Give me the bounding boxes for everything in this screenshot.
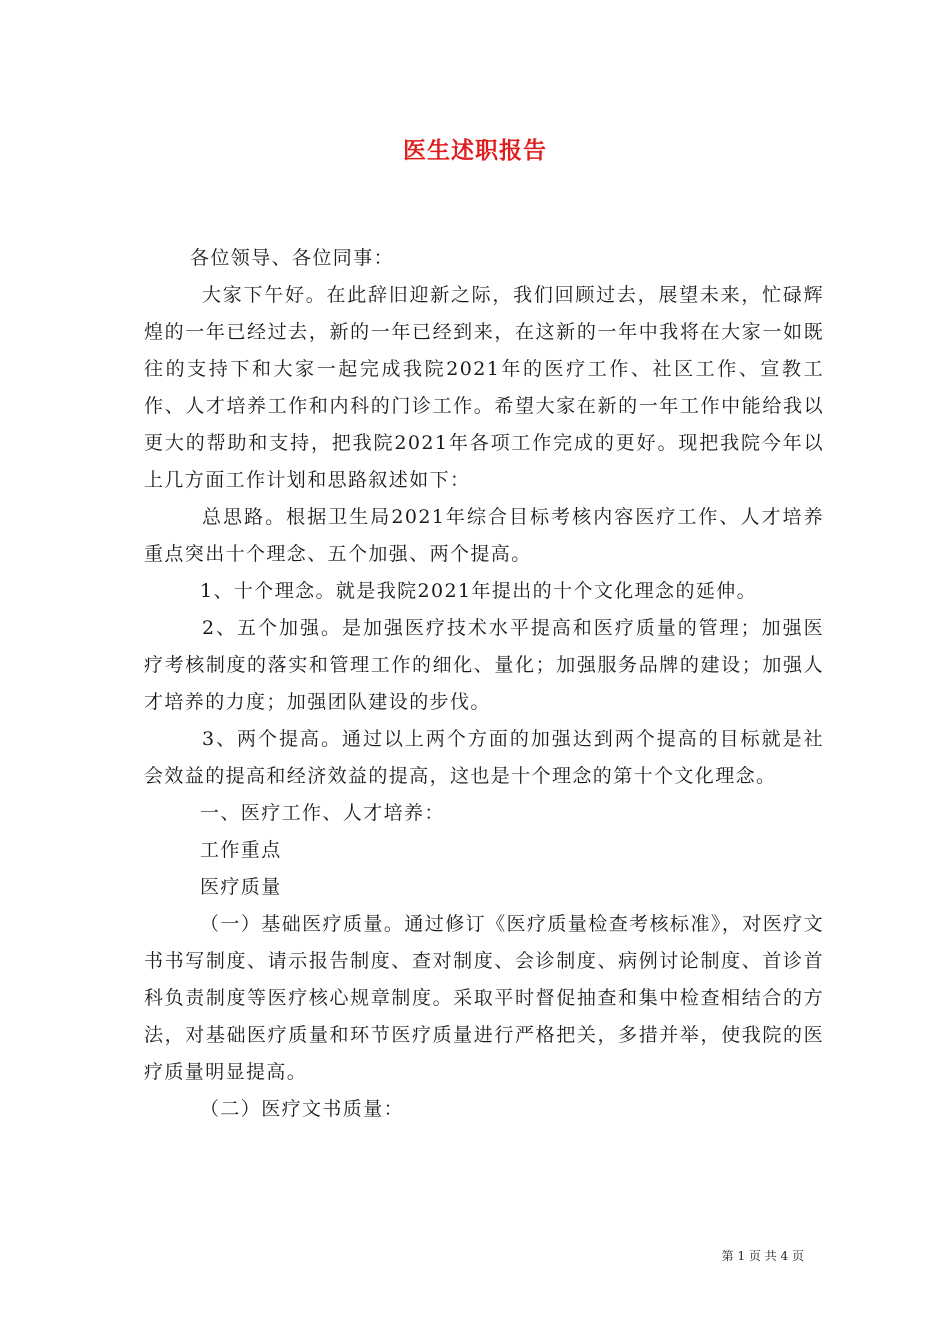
intro-paragraph: 大家下午好。在此辞旧迎新之际，我们回顾过去，展望未来，忙碌辉煌的一年已经过去，新的一年已经到来，在这新的一年中我将在大家一如既往的支持下和大家一起完成我院2021年的医疗工作、社区工作、宣教工作、人才培养工作和内科的门诊工作。希望大家在新的一年工作中能给我以更大的帮助和支持，把我院2021年各项工作完成的更好。现把我院今年以上几方面工作计划和思路叙述如下： [144, 284, 824, 491]
document-body [144, 240, 824, 1128]
subheading-work-focus: 工作重点 [200, 839, 282, 861]
subheading-medical-quality: 医疗质量 [200, 876, 282, 898]
page-number-footer: 第 1 页 共 4 页 [721, 1249, 804, 1263]
section-heading-medical-work: 一、医疗工作、人才培养： [200, 802, 445, 824]
overall-approach-paragraph: 总思路。根据卫生局2021年综合目标考核内容医疗工作、人才培养重点突出十个理念、五个加强、两个提高。 [144, 506, 824, 565]
page-title: 医生述职报告 [403, 137, 547, 164]
five-strengthen-paragraph: 2、五个加强。是加强医疗技术水平提高和医疗质量的管理；加强医疗考核制度的落实和管理工作的细化、量化；加强服务品牌的建设；加强人才培养的力度；加强团队建设的步伐。 [144, 617, 824, 713]
document-quality-paragraph: （二）医疗文书质量： [200, 1098, 405, 1120]
two-improvements-paragraph: 3、两个提高。通过以上两个方面的加强达到两个提高的目标就是社会效益的提高和经济效益的提高，这也是十个理念的第十个文化理念。 [144, 728, 824, 787]
basic-quality-paragraph: （一）基础医疗质量。通过修订《医疗质量检查考核标准》，对医疗文书书写制度、请示报告制度、查对制度、会诊制度、病例讨论制度、首诊首科负责制度等医疗核心规章制度。采取平时督促抽查和集中检查相结合的方法，对基础医疗质量和环节医疗质量进行严格把关，多措并举，使我院的医疗质量明显提高。 [144, 913, 824, 1083]
ten-concepts-paragraph: 1、十个理念。就是我院2021年提出的十个文化理念的延伸。 [200, 580, 758, 602]
greeting-paragraph: 各位领导、各位同事： [190, 247, 395, 269]
